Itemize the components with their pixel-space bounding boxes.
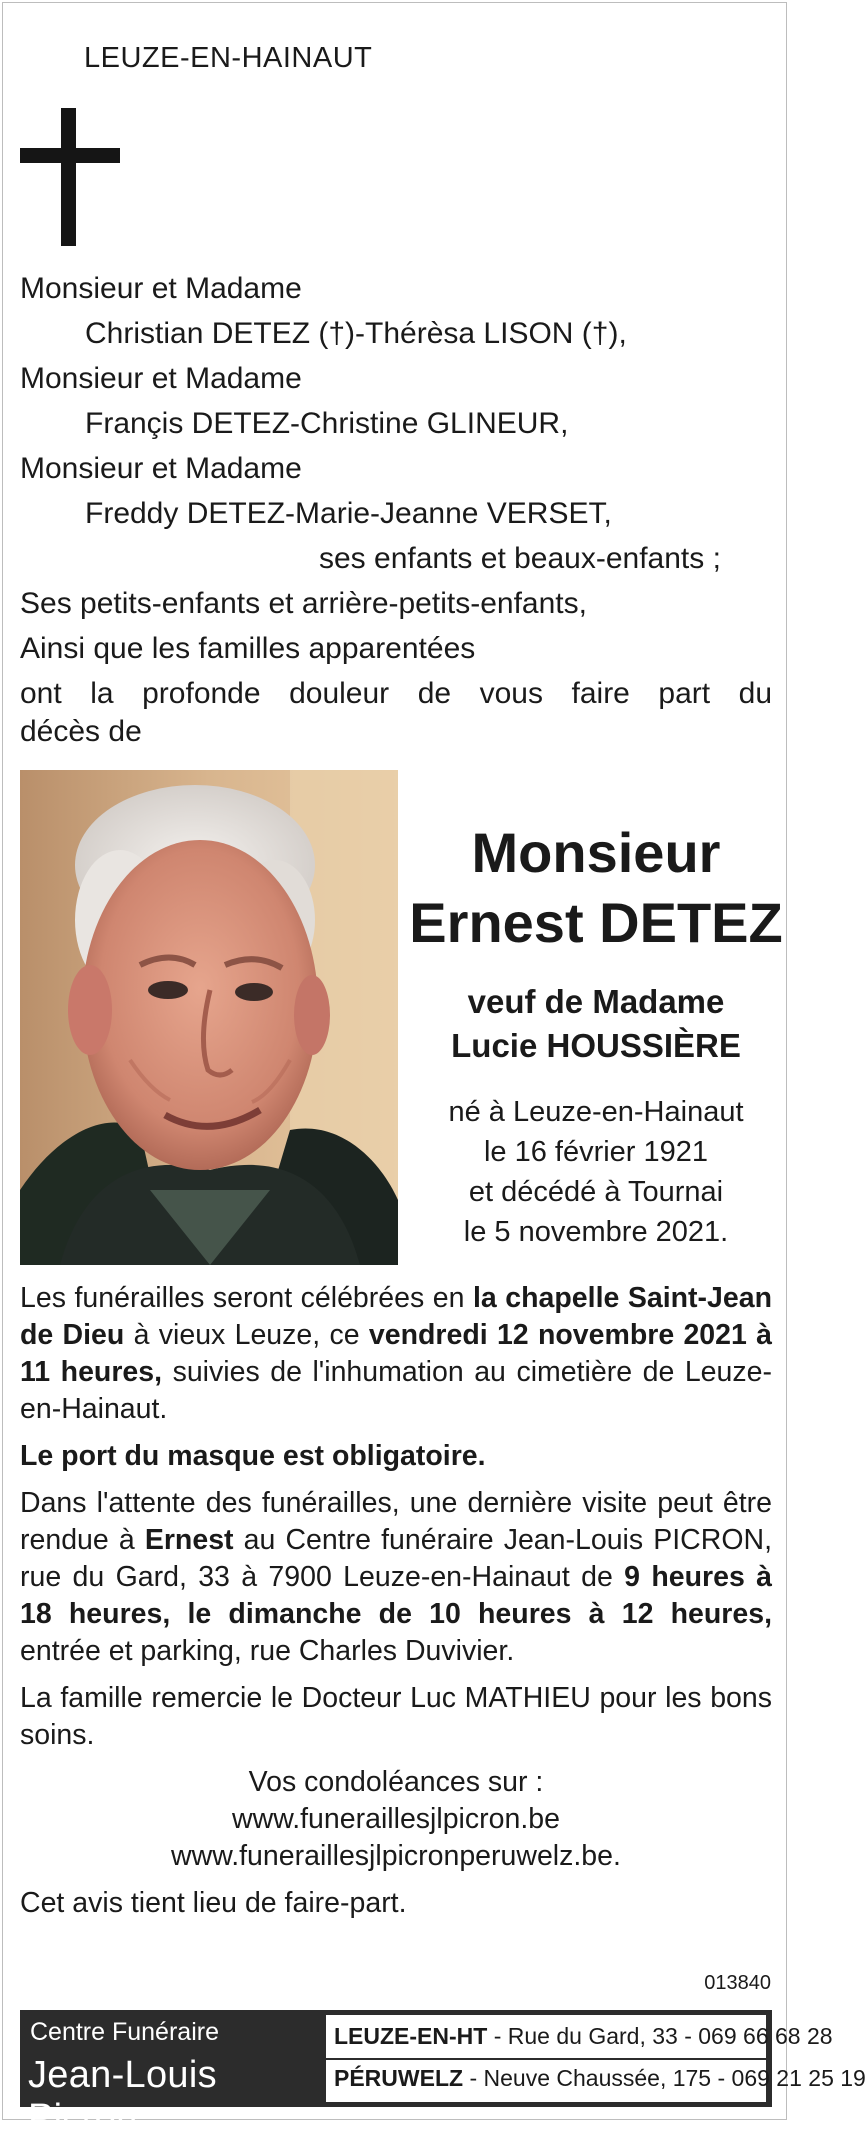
cross-icon xyxy=(61,108,76,246)
address-peruwelz: PÉRUWELZ - Neuve Chaussée, 175 - 069 21 25 19 xyxy=(334,2065,866,2091)
deceased-title: Monsieur xyxy=(471,821,721,884)
portrait-photo xyxy=(20,770,398,1265)
divider xyxy=(326,2058,766,2060)
family-line: Ainsi que les familles apparentées xyxy=(20,632,476,665)
funeral-home-banner xyxy=(20,2010,866,2139)
widow-line: veuf de Madame xyxy=(467,983,725,1020)
family-line: Monsieur et Madame xyxy=(20,272,302,305)
death-date: le 5 novembre 2021. xyxy=(463,1216,729,1248)
family-line: ont la profonde douleur de vous faire part du xyxy=(20,677,772,710)
reference-number: 013840 xyxy=(704,1972,771,1994)
condolences-link-1[interactable]: www.funeraillesjlpicron.be xyxy=(232,1803,560,1835)
deceased-fullname: Ernest DETEZ xyxy=(409,891,783,954)
brand-line: Centre Funéraire xyxy=(30,2018,219,2046)
address-leuze: LEUZE-EN-HT - Rue du Gard, 33 - 069 66 68 28 xyxy=(334,2023,833,2049)
condolences-link-2[interactable]: www.funeraillesjlpicronperuwelz.be. xyxy=(171,1840,621,1872)
thanks-paragraph: La famille remercie le Docteur Luc MATHIEU pour les bons soins. xyxy=(20,1682,772,1751)
family-line: Ses petits-enfants et arrière-petits-enfants, xyxy=(20,587,587,620)
condolences-label: Vos condoléances sur : xyxy=(248,1766,544,1798)
deceased-name xyxy=(400,818,792,958)
family-line: Monsieur et Madame xyxy=(20,452,302,485)
family-line: Christian DETEZ (†)-Thérèsa LISON (†), xyxy=(85,317,627,350)
widow-line: Lucie HOUSSIÈRE xyxy=(451,1027,741,1064)
birth-place: né à Leuze-en-Hainaut xyxy=(448,1096,744,1128)
brand-name: Jean-Louis Picron xyxy=(28,2054,217,2139)
birth-death-info xyxy=(400,1092,792,1252)
family-line: Françis DETEZ-Christine GLINEUR, xyxy=(85,407,569,440)
visit-paragraph: Dans l'attente des funérailles, une dernière visite peut être rendue à Ernest au Centre funéraire Jean-Louis PICRON, rue du Gard, 33 à 7900 Leuze-en-Hainaut de 9 heures à 18 heures, le dimanche de 10 heures à 12 heures, entrée et parking, rue Charles Duvivier. xyxy=(20,1487,772,1667)
funeral-paragraph: Les funérailles seront célébrées en la chapelle Saint-Jean de Dieu à vieux Leuze, ce vendredi 12 novembre 2021 à 11 heures, suivies de l'inhumation au cimetière de Leuze-en-Hainaut. xyxy=(20,1282,773,1425)
birth-date: le 16 février 1921 xyxy=(483,1136,709,1168)
family-line: décès de xyxy=(20,715,142,748)
funeral-home-brand xyxy=(20,2010,320,2139)
funeral-details xyxy=(20,1280,772,1932)
death-place: et décédé à Tournai xyxy=(468,1176,724,1208)
family-line: Freddy DETEZ-Marie-Jeanne VERSET, xyxy=(85,497,612,530)
widow-of xyxy=(400,980,792,1068)
family-line: Monsieur et Madame xyxy=(20,362,302,395)
town-heading: LEUZE-EN-HAINAUT xyxy=(84,42,373,74)
closing-note: Cet avis tient lieu de faire-part. xyxy=(20,1887,407,1919)
funeral-home-addresses xyxy=(326,2015,866,2102)
family-announcement xyxy=(20,266,772,748)
family-line: ses enfants et beaux-enfants ; xyxy=(319,542,721,575)
cross-icon-bar xyxy=(20,148,120,163)
mask-notice: Le port du masque est obligatoire. xyxy=(20,1440,486,1472)
